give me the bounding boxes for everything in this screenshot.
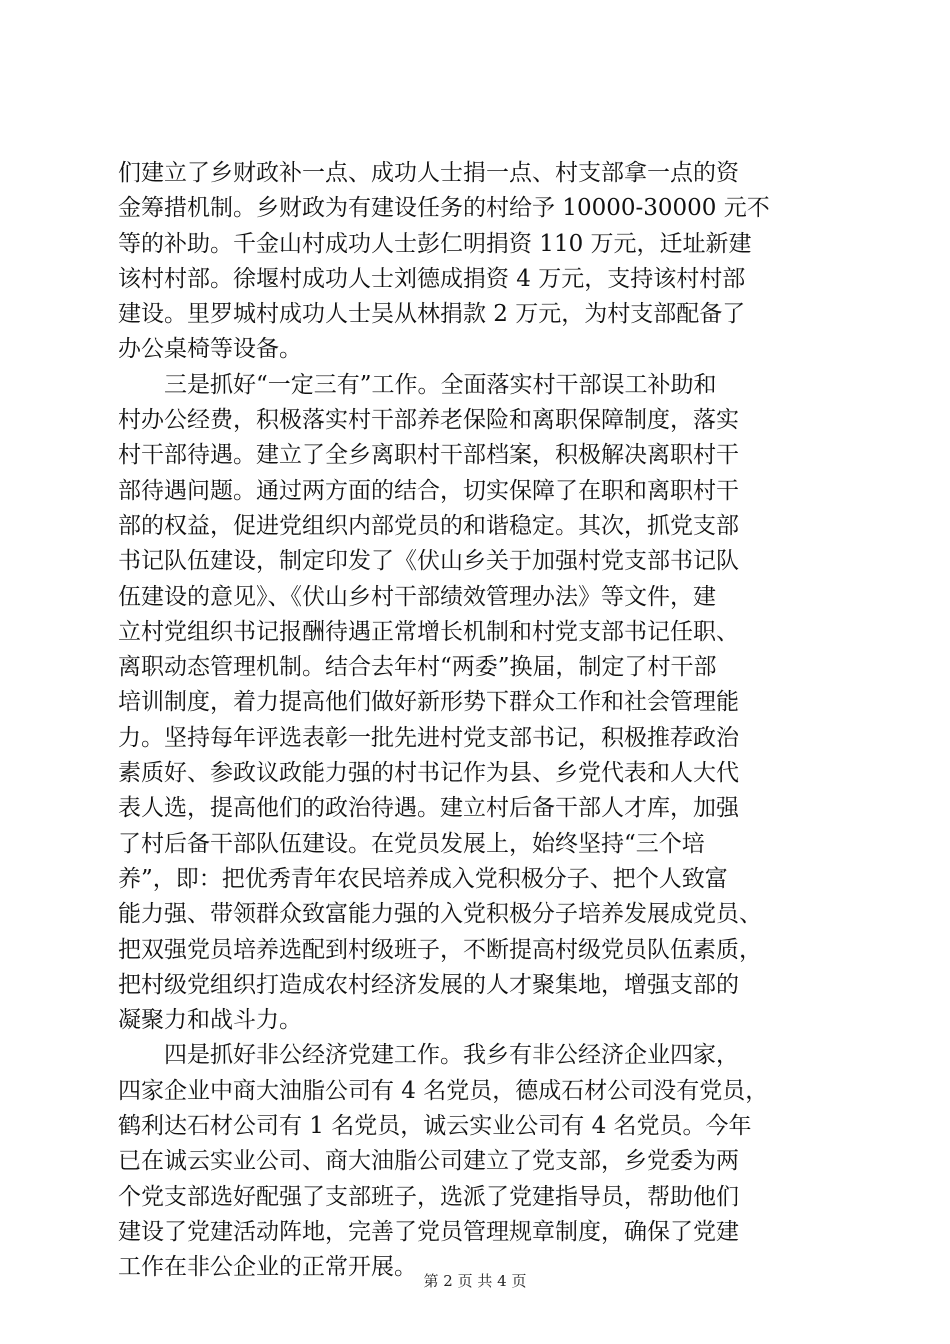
text-line: 工作在非公企业的正常开展。 xyxy=(118,1254,417,1281)
text-line: 伍建设的意见》、《伏山乡村干部绩效管理办法》等文件，建 xyxy=(118,583,716,610)
text-line: 四是抓好非公经济党建工作。我乡有非公经济企业四家， xyxy=(118,1042,739,1069)
text-line: 书记队伍建设，制定印发了《伏山乡关于加强村党支部书记队 xyxy=(118,548,739,575)
text-line: 立村党组织书记报酬待遇正常增长机制和村党支部书记任职、 xyxy=(118,618,739,645)
document-body xyxy=(118,156,838,1286)
text-line: 力。坚持每年评选表彰一批先进村党支部书记，积极推荐政治 xyxy=(118,724,739,751)
text-line: 四家企业中商大油脂公司有 4 名党员，德成石材公司没有党员， xyxy=(118,1077,769,1104)
text-line: 把双强党员培养选配到村级班子，不断提高村级党员队伍素质， xyxy=(118,936,762,963)
text-line: 鹤利达石材公司有 1 名党员，诚云实业公司有 4 名党员。今年 xyxy=(118,1113,752,1140)
text-line: 部待遇问题。通过两方面的结合，切实保障了在职和离职村干 xyxy=(118,477,739,504)
text-line: 了村后备干部队伍建设。在党员发展上，始终坚持“三个培 xyxy=(118,830,705,857)
page-footer: 第 2 页 共 4 页 xyxy=(423,1272,527,1290)
text-line: 能力强、带领群众致富能力强的入党积极分子培养发展成党员、 xyxy=(118,901,762,928)
text-line: 部的权益，促进党组织内部党员的和谐稳定。其次，抓党支部 xyxy=(118,512,739,539)
text-line: 培训制度，着力提高他们做好新形势下群众工作和社会管理能 xyxy=(118,689,739,716)
text-line: 三是抓好“一定三有”工作。全面落实村干部误工补助和 xyxy=(118,371,717,398)
text-line: 已在诚云实业公司、商大油脂公司建立了党支部，乡党委为两 xyxy=(118,1148,739,1175)
text-line: 养”，即：把优秀青年农民培养成入党积极分子、把个人致富 xyxy=(118,865,728,892)
text-line: 村干部待遇。建立了全乡离职村干部档案，积极解决离职村干 xyxy=(118,442,739,469)
text-line: 表人选，提高他们的政治待遇。建立村后备干部人才库，加强 xyxy=(118,795,739,822)
text-line: 们建立了乡财政补一点、成功人士捐一点、村支部拿一点的资 xyxy=(118,160,739,186)
text-line: 个党支部选好配强了支部班子，选派了党建指导员，帮助他们 xyxy=(118,1183,739,1210)
text-line: 该村村部。徐堰村成功人士刘德成捐资 4 万元，支持该村村部 xyxy=(118,265,746,292)
text-line: 等的补助。千金山村成功人士彭仁明捐资 110 万元，迁址新建 xyxy=(118,230,752,257)
text-line: 村办公经费，积极落实村干部养老保险和离职保障制度，落实 xyxy=(118,407,739,434)
text-line: 建设了党建活动阵地，完善了党员管理规章制度，确保了党建 xyxy=(118,1218,739,1245)
text-line: 办公桌椅等设备。 xyxy=(118,336,302,363)
text-line: 凝聚力和战斗力。 xyxy=(118,1007,302,1034)
text-line: 建设。里罗城村成功人士吴从林捐款 2 万元，为村支部配备了 xyxy=(118,301,746,328)
text-line: 素质好、参政议政能力强的村书记作为县、乡党代表和人大代 xyxy=(118,760,739,787)
text-line: 离职动态管理机制。结合去年村“两委”换届，制定了村干部 xyxy=(118,654,717,681)
text-line: 把村级党组织打造成农村经济发展的人才聚集地，增强支部的 xyxy=(118,971,739,998)
text-line: 金筹措机制。乡财政为有建设任务的村给予 10000-30000 元不 xyxy=(118,195,770,222)
